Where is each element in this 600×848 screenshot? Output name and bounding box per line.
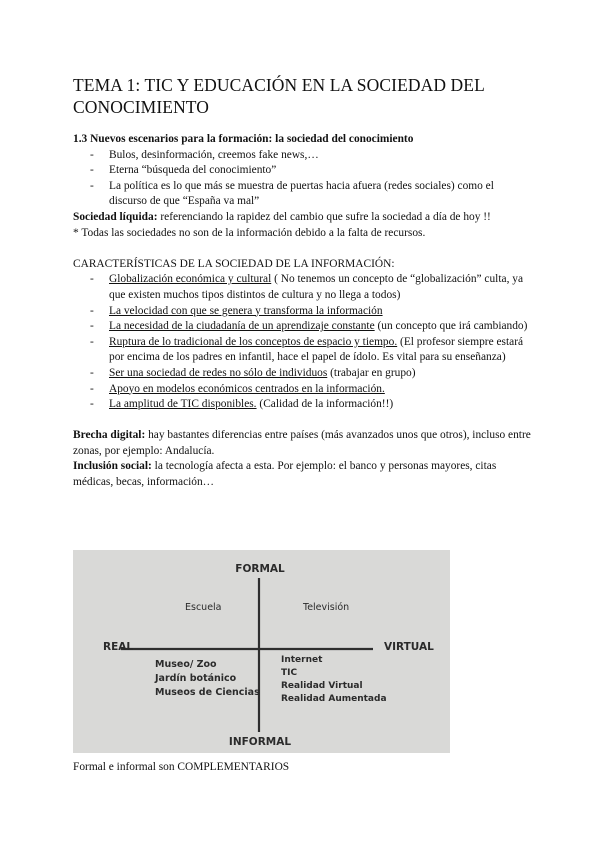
brecha-digital-paragraph <box>73 428 533 459</box>
underlined-text: Apoyo en modelos económicos centrados en la información. <box>109 382 385 395</box>
page-title: TEMA 1: TIC Y EDUCACIÓN EN LA SOCIEDAD DEL CONOCIMIENTO <box>73 75 485 117</box>
underlined-text: Ser una sociedad de redes no sólo de individuos <box>109 366 328 379</box>
quadrant-item: Realidad Virtual <box>281 681 363 691</box>
underlined-text: La velocidad con que se genera y transforma la información <box>109 304 383 317</box>
list-item-detail: (trabajar en grupo) <box>327 366 416 379</box>
bullet-list-caracteristicas <box>73 272 533 412</box>
list-item-detail: (un concepto que irá cambiando) <box>374 320 528 333</box>
list-item-detail: (El profesor siempre estará por encima de los padres en infantil, hace el papel de ídolo. Es vital para su enseñanza) <box>109 335 524 364</box>
definition-text: la tecnología afecta a esta. Por ejemplo: el banco y personas mayores, citas médicas, becas, información… <box>73 460 497 489</box>
list-item: - Eterna “búsqueda del conocimiento” <box>73 163 533 179</box>
inclusion-social-paragraph <box>73 459 533 490</box>
figure-caption: Formal e informal son COMPLEMENTARIOS <box>73 761 290 773</box>
list-item: - Bulos, desinformación, creemos fake news,… <box>73 148 533 164</box>
underlined-text: La necesidad de la ciudadanía de un aprendizaje constante <box>109 320 375 333</box>
list-item-detail: ( No tenemos un concepto de “globalización” culta, ya que existen muchos tipos distintos de cultura y no llega a todos) <box>109 273 524 301</box>
sociedad-liquida-paragraph <box>73 210 533 226</box>
note-paragraph: * Todas las sociedades no son de la información debido a la falta de recursos. <box>73 226 426 239</box>
axis-label-left: REAL <box>103 641 134 653</box>
quadrant-item: Realidad Aumentada <box>281 694 387 704</box>
list-item <box>73 397 533 413</box>
quadrant-item: Jardín botánico <box>155 673 237 684</box>
list-item <box>73 272 533 303</box>
quadrant-item: Internet <box>281 655 323 665</box>
definition-text: hay bastantes diferencias entre países (más avanzados unos que otros), incluso entre zonas, por ejemplo: Andalucía. <box>73 429 531 457</box>
list-item <box>73 304 533 320</box>
axis-label-bottom: INFORMAL <box>228 736 292 748</box>
underlined-text: Ruptura de lo tradicional de los conceptos de espacio y tiempo. <box>109 335 398 348</box>
quadrant-label-escuela: Escuela <box>185 602 222 613</box>
caracteristicas-heading: CARACTERÍSTICAS DE LA SOCIEDAD DE LA INFORMACIÓN: <box>73 257 395 270</box>
quadrant-item: Museos de Ciencias <box>155 687 260 698</box>
quadrant-item: TIC <box>281 668 298 678</box>
formal-informal-diagram <box>73 550 450 753</box>
list-item <box>73 366 533 382</box>
axis-label-right: VIRTUAL <box>384 641 434 653</box>
term-label: Brecha digital: <box>73 429 146 442</box>
underlined-text: La amplitud de TIC disponibles. <box>109 398 257 411</box>
diagram-svg <box>73 550 450 753</box>
list-item <box>73 319 533 335</box>
quadrant-item: Museo/ Zoo <box>155 659 217 670</box>
definition-text: referenciando la rapidez del cambio que sufre la sociedad a día de hoy !! <box>157 210 491 223</box>
term-label: Sociedad líquida: <box>73 210 158 223</box>
underlined-text: Globalización económica y cultural <box>109 273 272 286</box>
term-label: Inclusión social: <box>73 460 152 473</box>
document-body <box>73 132 533 491</box>
bullet-list-nuevos-escenarios <box>73 148 533 210</box>
list-item <box>73 335 533 366</box>
list-item: - La política es lo que más se muestra de puertas hacia afuera (redes sociales) como el discurso de que “España va mal” <box>73 179 533 210</box>
quadrant-label-television: Televisión <box>303 602 350 613</box>
section-heading: 1.3 Nuevos escenarios para la formación: la sociedad del conocimiento <box>73 133 414 145</box>
list-item <box>73 382 533 398</box>
axis-label-top: FORMAL <box>235 563 285 575</box>
list-item-detail: (Calidad de la información!!) <box>256 398 394 411</box>
